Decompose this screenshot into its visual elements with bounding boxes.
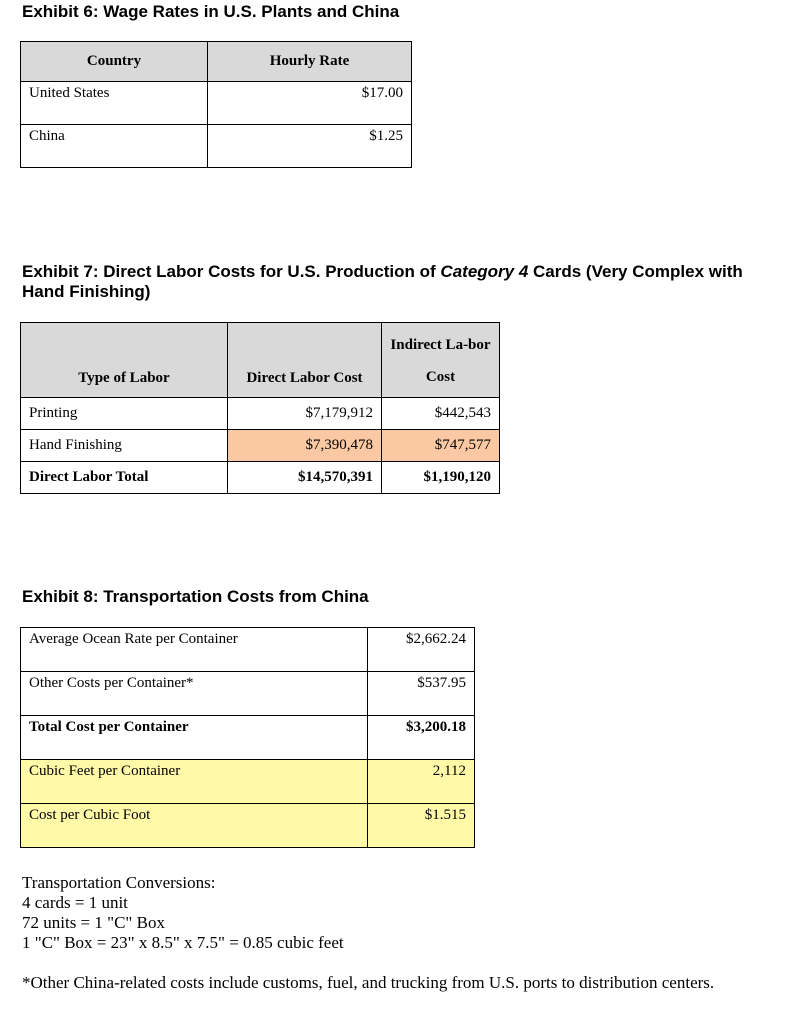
transportation-costs-table [20, 627, 475, 848]
table-row [21, 125, 412, 168]
table-row-total [21, 716, 475, 760]
table-row-highlighted [21, 804, 475, 848]
col-header-direct-labor-cost: Direct Labor Cost [228, 323, 382, 398]
cost-label-cell: Total Cost per Container [21, 716, 368, 760]
table-row [21, 430, 500, 462]
cost-label-cell: Other Costs per Container* [21, 672, 368, 716]
exhibit7-title-suffix: Cards (Very Complex with Hand Finishing) [22, 262, 743, 301]
country-cell: China [21, 125, 208, 168]
table-row-highlighted [21, 760, 475, 804]
labor-type-cell: Hand Finishing [21, 430, 228, 462]
col-header-hourly-rate: Hourly Rate [208, 42, 412, 82]
cost-label-cell: Average Ocean Rate per Container [21, 628, 368, 672]
exhibit7-title-prefix: Exhibit 7: Direct Labor Costs for U.S. Production of [22, 262, 441, 281]
transportation-conversions [22, 873, 344, 953]
footnote: *Other China-related costs include customs, fuel, and trucking from U.S. ports to distribution centers. [22, 973, 715, 992]
table-row [21, 628, 475, 672]
rate-cell: $1.25 [208, 125, 412, 168]
table-row-total [21, 462, 500, 494]
conversion-line: 72 units = 1 "C" Box [22, 913, 165, 932]
direct-cost-cell: $7,179,912 [228, 398, 382, 430]
col-header-country: Country [21, 42, 208, 82]
indirect-cost-cell-highlighted: $747,577 [382, 430, 500, 462]
exhibit6-title: Exhibit 6: Wage Rates in U.S. Plants and China [22, 2, 400, 21]
conversion-line: 4 cards = 1 unit [22, 893, 128, 912]
indirect-cost-total-cell: $1,190,120 [382, 462, 500, 494]
table-row [21, 82, 412, 125]
exhibit7-title-italic: Category 4 [440, 262, 529, 281]
cost-value-cell: $3,200.18 [368, 716, 475, 760]
rate-cell: $17.00 [208, 82, 412, 125]
country-cell: United States [21, 82, 208, 125]
cost-label-cell: Cost per Cubic Foot [21, 804, 368, 848]
cost-label-cell: Cubic Feet per Container [21, 760, 368, 804]
table-header-row [21, 323, 500, 398]
col-header-type-of-labor: Type of Labor [21, 323, 228, 398]
table-row [21, 672, 475, 716]
conversions-heading: Transportation Conversions: [22, 873, 216, 892]
labor-type-cell: Direct Labor Total [21, 462, 228, 494]
wage-rates-table [20, 41, 412, 168]
exhibit8-title: Exhibit 8: Transportation Costs from China [22, 587, 369, 606]
cost-value-cell: 2,112 [368, 760, 475, 804]
labor-type-cell: Printing [21, 398, 228, 430]
indirect-cost-cell: $442,543 [382, 398, 500, 430]
cost-value-cell: $537.95 [368, 672, 475, 716]
table-header-row [21, 42, 412, 82]
direct-cost-cell-highlighted: $7,390,478 [228, 430, 382, 462]
direct-cost-total-cell: $14,570,391 [228, 462, 382, 494]
col-header-indirect-labor-cost: Indirect La-bor Cost [382, 323, 500, 398]
table-row [21, 398, 500, 430]
cost-value-cell: $2,662.24 [368, 628, 475, 672]
exhibit7-title [22, 262, 762, 302]
direct-labor-costs-table [20, 322, 500, 494]
conversion-line: 1 "C" Box = 23" x 8.5" x 7.5" = 0.85 cubic feet [22, 933, 344, 952]
cost-value-cell: $1.515 [368, 804, 475, 848]
